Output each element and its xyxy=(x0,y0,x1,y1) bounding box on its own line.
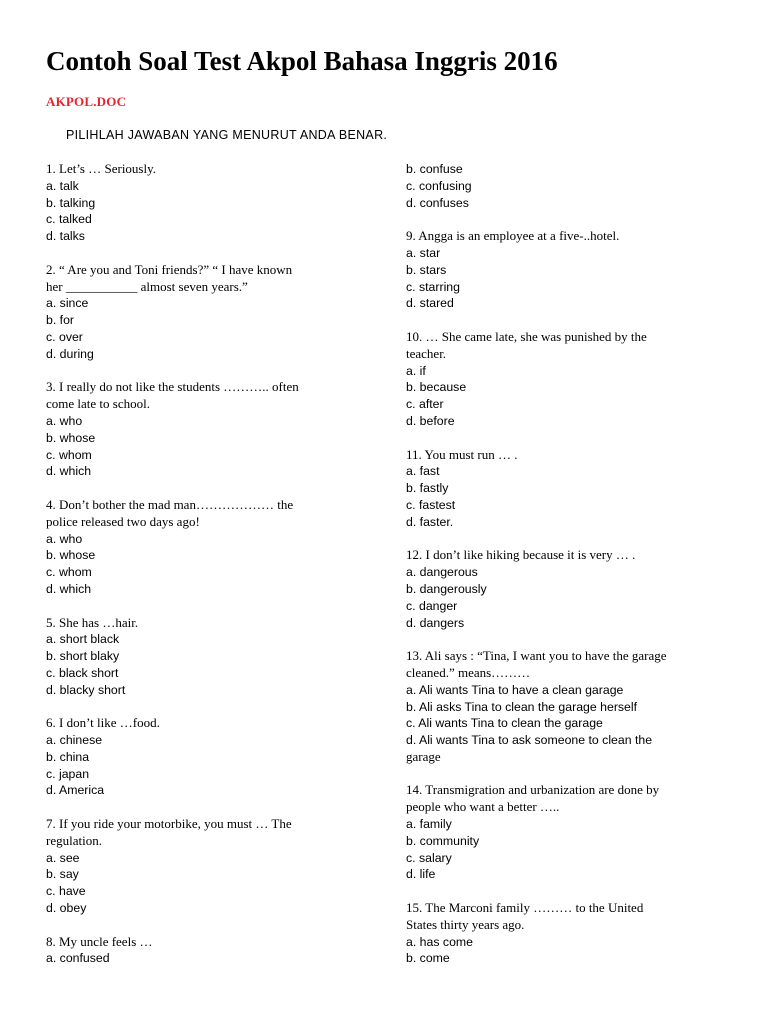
question-text: 11. You must run … . xyxy=(406,446,518,462)
answer-option: d. obey xyxy=(46,901,87,916)
answer-option: b. china xyxy=(46,749,90,764)
answer-option: a. has come xyxy=(406,934,473,949)
question-block xyxy=(46,816,366,917)
question-text: 8. My uncle feels … xyxy=(46,933,153,949)
answer-option: b. stars xyxy=(406,262,447,277)
answer-option: c. confusing xyxy=(406,178,472,193)
answer-option: d. faster. xyxy=(406,514,454,529)
question-text: 9. Angga is an employee at a five-..hotel. xyxy=(406,228,620,244)
question-text: 7. If you ride your motorbike, you must … The xyxy=(46,816,292,832)
question-text: her ___________ almost seven years.” xyxy=(46,278,248,294)
answer-option: b. come xyxy=(406,951,450,966)
answer-option: a. since xyxy=(46,296,89,311)
answer-option: d. confuses xyxy=(406,195,469,210)
answer-option: a. short black xyxy=(46,632,120,647)
answer-option: c. over xyxy=(46,329,83,344)
question-block xyxy=(46,934,366,968)
answer-option: d. talks xyxy=(46,229,85,244)
question-block xyxy=(406,900,736,967)
answer-option: d. blacky short xyxy=(46,682,126,697)
answer-option: c. starring xyxy=(406,279,460,294)
answer-option: d. stared xyxy=(406,296,454,311)
answer-option: b. whose xyxy=(46,430,96,445)
question-text: teacher. xyxy=(406,345,447,361)
answer-option: c. have xyxy=(46,884,86,899)
question-text: 13. Ali says : “Tina, I want you to have the garage xyxy=(406,648,667,664)
answer-option: c. japan xyxy=(46,766,90,781)
question-text: 15. The Marconi family ……… to the United xyxy=(406,900,644,916)
answer-option: a. dangerous xyxy=(406,565,478,580)
answer-option: c. fastest xyxy=(406,497,456,512)
answer-option: a. family xyxy=(406,817,452,832)
answer-option: a. fast xyxy=(406,464,440,479)
question-text: 12. I don’t like hiking because it is very … . xyxy=(406,547,636,563)
answer-option: b. because xyxy=(406,380,467,395)
answer-option: a. talk xyxy=(46,178,79,193)
answer-option: d. which xyxy=(46,464,92,479)
question-block xyxy=(46,497,366,598)
answer-option: c. black short xyxy=(46,665,119,680)
question-text: police released two days ago! xyxy=(46,513,200,529)
answer-option: a. star xyxy=(406,245,441,260)
question-text: garage xyxy=(406,748,441,764)
question-block xyxy=(406,782,736,883)
question-text: 10. … She came late, she was punished by the xyxy=(406,328,647,344)
answer-option: a. if xyxy=(406,363,426,378)
question-block xyxy=(46,715,366,799)
document-source: AKPOL.DOC xyxy=(46,94,127,109)
question-text: States thirty years ago. xyxy=(406,916,525,932)
answer-option: b. whose xyxy=(46,548,96,563)
answer-option: a. chinese xyxy=(46,733,103,748)
answer-option: b. short blaky xyxy=(46,649,120,664)
question-text: 6. I don’t like …food. xyxy=(46,715,160,731)
answer-option: c. whom xyxy=(46,447,92,462)
instruction-text: PILIHLAH JAWABAN YANG MENURUT ANDA BENAR. xyxy=(66,128,388,142)
answer-option: a. who xyxy=(46,413,83,428)
answer-option: a. confused xyxy=(46,951,110,966)
answer-option: b. confuse xyxy=(406,162,463,176)
answer-option: c. salary xyxy=(406,850,452,865)
right-question-column xyxy=(406,161,736,984)
answer-option: b. dangerously xyxy=(406,581,487,596)
question-text: 14. Transmigration and urbanization are done by xyxy=(406,782,660,798)
left-question-column xyxy=(46,161,366,984)
question-block xyxy=(46,379,366,480)
answer-option: b. fastly xyxy=(406,481,449,496)
answer-option: b. say xyxy=(46,867,79,882)
answer-option: d. before xyxy=(406,413,455,428)
answer-option: d. which xyxy=(46,581,92,596)
question-text: 5. She has …hair. xyxy=(46,614,139,630)
answer-option: c. Ali wants Tina to clean the garage xyxy=(406,716,603,731)
answer-option: b. Ali asks Tina to clean the garage herself xyxy=(406,699,638,714)
question-text: 2. “ Are you and Toni friends?” “ I have known xyxy=(46,261,293,277)
answer-option: a. see xyxy=(46,850,80,865)
question-block xyxy=(406,547,736,631)
answer-option: b. talking xyxy=(46,195,96,210)
question-text: people who want a better ….. xyxy=(406,799,560,815)
answer-option: d. Ali wants Tina to ask someone to clean the xyxy=(406,733,653,748)
answer-option: b. for xyxy=(46,313,75,328)
question-text: cleaned.” means……… xyxy=(406,664,531,680)
question-block xyxy=(46,161,366,245)
question-block xyxy=(406,161,736,211)
question-block xyxy=(406,228,736,312)
question-text: regulation. xyxy=(46,832,102,848)
question-block xyxy=(406,447,736,531)
question-text: 4. Don’t bother the mad man……………… the xyxy=(46,496,294,512)
answer-option: c. after xyxy=(406,397,444,412)
question-text: come late to school. xyxy=(46,396,150,412)
answer-option: c. whom xyxy=(46,565,92,580)
answer-option: d. dangers xyxy=(406,615,465,630)
answer-option: c. danger xyxy=(406,598,458,613)
question-block xyxy=(406,648,736,766)
answer-option: d. life xyxy=(406,867,436,882)
answer-option: c. talked xyxy=(46,212,92,227)
question-text: 3. I really do not like the students ……….. often xyxy=(46,379,299,395)
question-text: 1. Let’s … Seriously. xyxy=(46,161,157,176)
answer-option: a. who xyxy=(46,531,83,546)
document-title: Contoh Soal Test Akpol Bahasa Inggris 2016 xyxy=(46,46,558,76)
answer-option: d. America xyxy=(46,783,105,798)
answer-option: a. Ali wants Tina to have a clean garage xyxy=(406,682,624,697)
question-block xyxy=(406,329,736,430)
answer-option: b. community xyxy=(406,833,480,848)
question-block xyxy=(46,615,366,699)
question-block xyxy=(46,262,366,363)
answer-option: d. during xyxy=(46,346,94,361)
